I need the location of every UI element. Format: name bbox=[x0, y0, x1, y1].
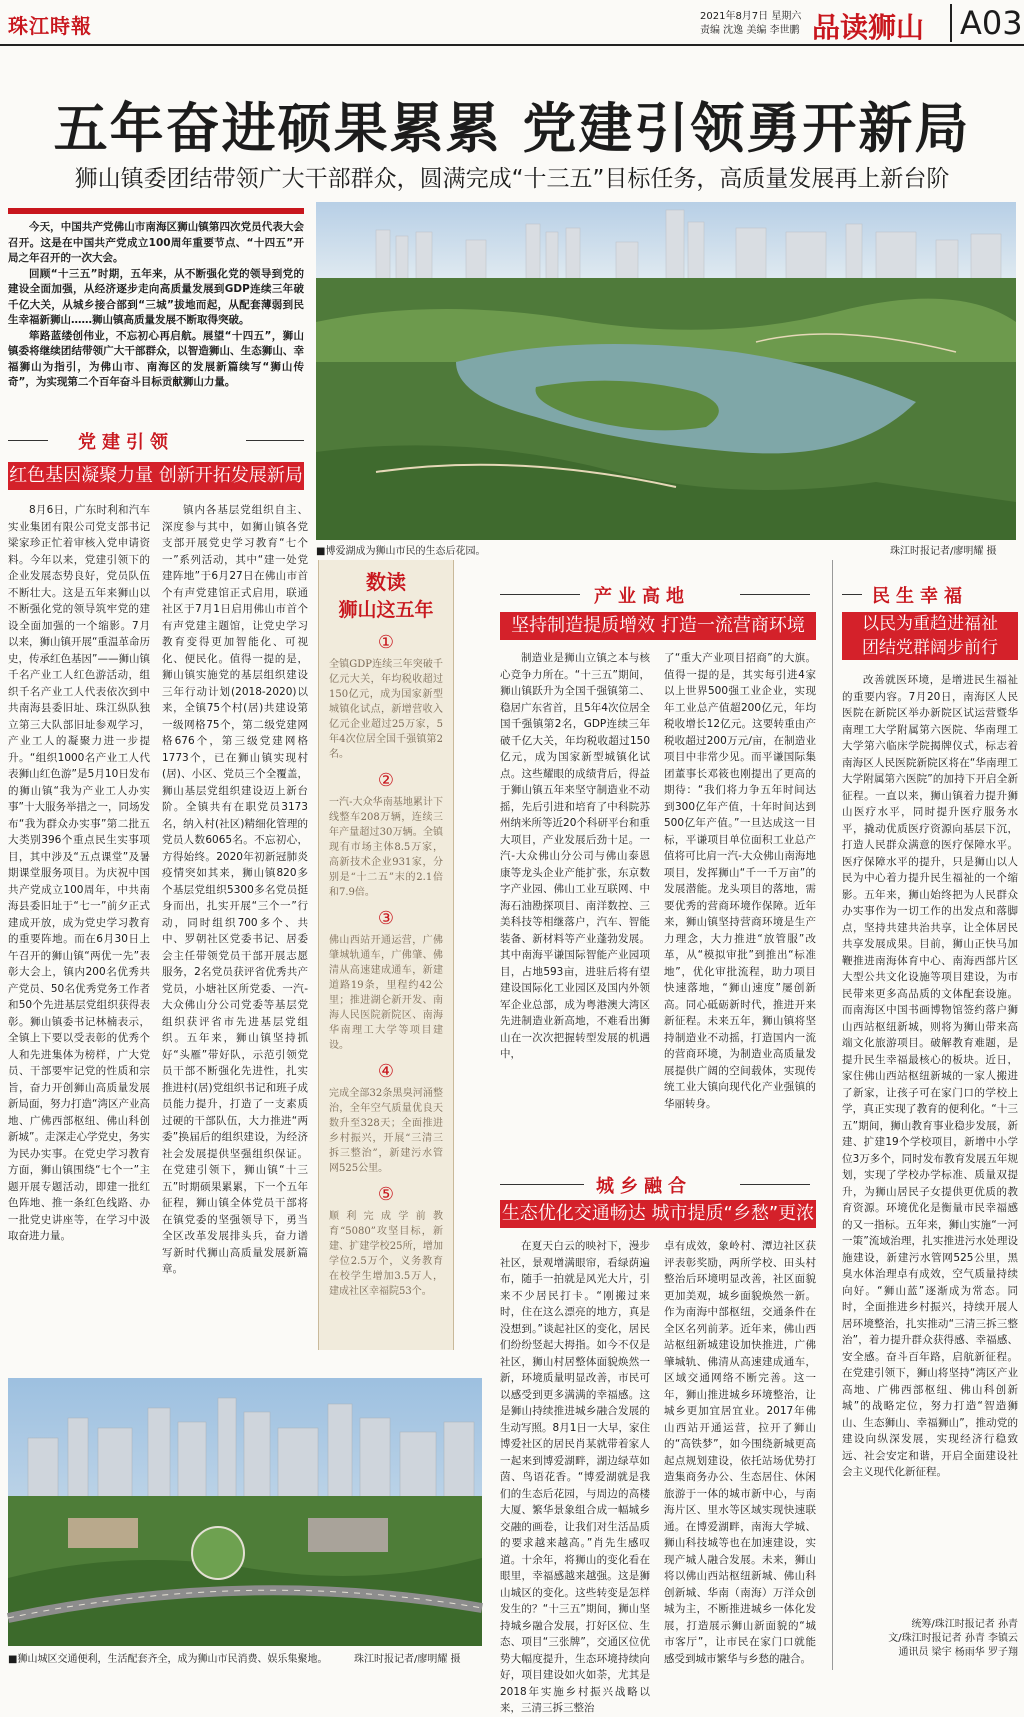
section-tag-minsheng: 民生幸福 bbox=[872, 586, 968, 607]
fact-item-text: 一汽-大众华南基地累计下线整车208万辆，连续三年产量超过30万辆。全镇现有市场主体8.5万家，高新技术企业931家，分别是“十二五”末的2.1倍和7.9倍。 bbox=[329, 797, 443, 898]
chengxiang-column-1: 在夏天白云的映衬下，漫步社区，景观增满眼帘，看绿荫遍布，随手一拍就是风光大片，引来不少居民打卡。“刚搬过来时，住在这么漂亮的地方，真是没想到。”谈起社区的变化，居民们纷纷竖起大拇指。如今不仅是社区，狮山村居整体面貌焕然一新，环境质量明显改善，市民可以感受到更多满满的幸福感。这是狮山持续推进城乡融合发展的生动写照。8月1日一大早，家住博爱社区的居民肖某就带着家人一起来到博爱湖畔，湖边绿草如茵、鸟语花香。“博爱湖就是我们的生态后花园，与周边的高楼大厦、繁华景象组合成一幅城乡交融的画卷，让我们对生活品质的要求越来越高。”肖先生感叹道。十余年，将狮山的变化看在眼里，幸福感越来越强。这是狮山城区的变化。这些转变是怎样发生的？“十三五”期间，狮山坚持城乡融合发展，打好区位、生态、项目“三张牌”，交通区位优势大幅度提升，生态环境持续向好，项目建设如火如荼，尤其是2018年实施乡村振兴战略以来，三清三拆三整治 bbox=[500, 1240, 650, 1714]
issue-date: 2021年8月7日 星期六 bbox=[700, 11, 802, 22]
fact-item-number: ① bbox=[377, 632, 395, 653]
photo-city-district bbox=[8, 1378, 482, 1646]
section-name: 品读狮山 bbox=[812, 11, 925, 44]
fact-item-number: ④ bbox=[377, 1061, 395, 1082]
fact-item-text: 全镇GDP连续三年突破千亿元大关，年均税收超过150亿元，成为国家新型城镇化试点，新增营收入亿元企业超过25万家，5年4次位居全国千强镇第2名。 bbox=[329, 659, 443, 760]
banner-chanye: 坚持制造提质增效 打造一流营商环境 bbox=[500, 612, 816, 640]
fact-item-text: 顺利完成学前教育“5080”攻坚目标，新建、扩建学校25所，增加学位2.5万个，义务教育在校学生增加3.5万人，建成社区幸福院53个。 bbox=[329, 1211, 443, 1297]
chanye-column-2: 了“重大产业项目招商”的大旗。值得一提的是，其实每引进4家以上世界500强工业企业，实现年工业总产值超200亿元，年均税收增长12亿元。这要转重由产税收超过200万元/亩，在制造业项目中非常少见。而平谦国际集团董事长邓筱也刚提出了更高的期待：“我们将力争五年时间达到300亿年产值，十年时间达到500亿年产值。”一旦达成这一目标，平谦项目单位面积工业总产值将可比肩一汽-大众佛山南海地项目，发挥狮山“千一千万亩”的发展潜能。龙头项目的落地，需要优秀的营商环境作保障。近年来，狮山镇坚持营商环境是生产力理念，大力推进“放管服”改革，从“模拟审批”到推出“标准地”，优化审批流程，助力项目快速落地，“狮山速度”屡创新高。同心砥砺新时代，推进开来新征程。未来五年，狮山镇将坚持制造业不动摇，打造国内一流的营商环境，为制造业高质量发展提供广阔的空间载体，实现传统工业大镇向现代化产业强镇的华丽转身。 bbox=[664, 652, 816, 1110]
dateline bbox=[700, 10, 801, 38]
page-number: A03 bbox=[950, 4, 1023, 42]
tag-rule-right bbox=[246, 440, 304, 441]
photo-caption-city: ■狮山城区交通便利，生活配套齐全，成为狮山市民消费、娱乐集聚地。 bbox=[8, 1654, 328, 1665]
section-tag-chengxiang: 城乡融合 bbox=[596, 1176, 692, 1197]
intro-top-bar bbox=[8, 208, 304, 214]
fact-item bbox=[319, 770, 453, 900]
intro-paragraph-3: 筚路蓝缕创伟业，不忘初心再启航。展望“十四五”，狮山镇委将继续团结带领广大干部群众，以智造狮山、生态狮山、幸福狮山为指引，为佛山市、南海区的发展新篇续写“狮山传奇”，为实现第二个百年奋斗目标贡献狮山力量。 bbox=[8, 329, 304, 388]
tag-rule-right bbox=[740, 1184, 810, 1185]
fact-item-number: ② bbox=[377, 770, 395, 791]
fact-item-text: 佛山西站开通运营，广佛肇城轨通车，广佛肇、佛清从高速建成通车，新建道路19条，里程约42公里；推进湖仑新开发、南海人民医院新院区、南海华南理工大学等项目建设。 bbox=[329, 935, 443, 1051]
fact-item bbox=[319, 1184, 453, 1299]
chengxiang-column-2: 卓有成效，象岭村、潭边社区获评表彰奖励，两所学校、田头村整治后环境明显改善，社区面貌更加美观，城乡面貌焕然一新。作为南海中部枢纽，交通条件在全区名列前茅。近年来，佛山西站枢纽新城建设加快推进，广佛肇城轨、佛清从高速建成通车，区域交通网络不断完善。这一年，狮山推进城乡环境整治，让城乡更加宜居宜业。2017年佛山西站开通运营，拉开了狮山的“高铁梦”，如今围绕新城更高起点规划建设，依托站场优势打造集商务办公、生态居住、休闲旅游于一体的城市新中心，与南海片区、里水等区域实现快速联通。在博爱湖畔，南海大学城、狮山科技城等也在加速建设，实现产城人融合发展。未来，狮山将以佛山西站枢纽新城、佛山科创新城、华南（南海）万洋众创城为主，不断推进城乡一体化发展，打造展示狮山新面貌的“城市客厅”，让市民在家门口就能感受到城市繁华与乡愁的融合。 bbox=[664, 1240, 816, 1665]
photo-credit-boai-lake: 珠江时报记者/廖明耀 摄 bbox=[890, 546, 997, 557]
photo-city-district-image bbox=[8, 1378, 482, 1646]
editors-credit: 责编 沈逸 美编 李世鹏 bbox=[700, 25, 800, 36]
intro-block bbox=[8, 220, 304, 400]
fact-box bbox=[318, 560, 454, 1350]
fact-item bbox=[319, 908, 453, 1053]
photo-boai-lake-image bbox=[316, 202, 1016, 540]
tag-rule-left bbox=[842, 594, 862, 595]
tag-rule-left bbox=[8, 440, 48, 441]
fact-item bbox=[319, 632, 453, 762]
fact-item-number: ⑤ bbox=[377, 1184, 395, 1205]
intro-paragraph-1: 今天，中国共产党佛山市南海区狮山镇第四次党员代表大会召开。这是在中国共产党成立100周年重要节点、“十四五”开局之年召开的一次大会。 bbox=[8, 221, 304, 264]
dangjian-column-1: 8月6日，广东时利和汽车实业集团有限公司党支部书记梁家珍正忙着审核入党申请资料。今年以来，党建引领下的企业发展态势良好，党员队伍不断壮大。这是五年来狮山以不断强化党的领导筑牢党的建设全面加强的一个缩影。7月以来，狮山镇开展“重温革命历史，传承红色基因”——狮山镇千名产业工人红色游活动，组织千名产业工人代表依次到中共南海县委旧址、珠江纵队独立第三大队部旧址参观学习，产业工人的凝聚力进一步提升。“组织1000名产业工人代表狮山红色游”是5月10日发布的狮山镇“我为产业工人办实事”十大服务举措之一，同场发布“我为群众办实事”第二批五大类别396个重点民生实事项目，其中涉及“五点课堂”及暑期课堂服务项目。为庆祝中国共产党成立100周年，中共南海县委旧址于“七一”前夕正式建成开放，成为党史学习教育的重要阵地。而在6月30日上午召开的狮山镇“两优一先”表彰大会上，镇内200名优秀共产党员、50名优秀党务工作者和50个先进基层党组织获得表彰。狮山镇委书记林楠表示，全镇上下要以受表彰的优秀个人和先进集体为榜样，广大党员、干部要牢记党的性质和宗旨，奋力开创狮山高质量发展新局面，努力打造“湾区产业高地、广佛西部枢纽、佛山科创新城”。走深走心学党史，务实为民办实事。在党史学习教育方面，狮山镇围绕“七个一”主题开展专题活动，即建一批红色阵地、推一条红色线路、办一批党史讲座等，在学习中汲取奋进力量。 bbox=[8, 504, 150, 1242]
fact-box-subtitle: 狮山这五年 bbox=[338, 599, 434, 621]
banner-minsheng-line-1: 以民为重趋进福祉 bbox=[862, 614, 998, 634]
section-tag-dangjian: 党建引领 bbox=[78, 432, 174, 453]
chanye-column-1: 制造业是狮山立镇之本与核心竞争力所在。“十三五”期间，狮山镇跃升为全国千强镇第二、稳居广东省首，且5年4次位居全国千强镇第2名，GDP连续三年破千亿大关，年均税收超过150亿元，成为国家新型城镇化试点。这些耀眼的成绩背后，得益于狮山镇五年来坚守制造业不动摇，先后引进和培育了中科院苏州纳米所等近20个科研平台和重大项目，产业发展后劲十足。一汽-大众佛山分公司与佛山泰恩康等龙头企业产能扩张，东京数字产业园、佛山工业互联网、中海石油勘探项目、南洋数控、三美科技等相继落户，汽车、智能装备、新材料等产业蓬勃发展。其中南海平谦国际智能产业园项目，占地593亩，进驻后将有望建设国际化工业园区及国内外领军企业总部，成为粤港澳大湾区先进制造业新高地，不难看出狮山在一次次把握转型发展的机遇中， bbox=[500, 652, 650, 1060]
tag-rule-left bbox=[500, 594, 580, 595]
minsheng-column: 改善就医环境，是增进民生福祉的重要内容。7月20日，南海区人民医院在新院区举办新院区试运营暨华南理工大学附属第六医院、华南理工大学第六临床学院揭牌仪式，标志着南海区人民医院新院区将在“华南理工大学附属第六医院”的加持下开启全新征程。一直以来，狮山镇着力提升狮山医疗水平，同时提升医疗服务水平，撬动优质医疗资源向基层下沉，打造人民群众满意的医疗保障水平。医疗保障水平的提升，只是狮山以人民为中心着力提升民生福祉的一个缩影。五年来，狮山始终把为人民群众办实事作为一切工作的出发点和落脚点，坚持共建共治共享，让全体居民共享发展成果。目前，狮山正快马加鞭推进南海体育中心、南海西部片区大型公共文化设施等项目建设，为市民带来更多高品质的文体配套设施。而南海区中国书画博物馆签约落户狮山西站枢纽新城，则将为狮山带来高端文化旅游项目。破解教育难题，是提升民生幸福最核心的板块。近日，家住佛山西站枢纽新城的一家人搬进了新家，让孩子可在家门口的学校上学，真正实现了教育的便利化。“十三五”期间，狮山教育事业稳步发展，新建、扩建19个学校项目，新增中小学位3万多个，同时发布教育发展五年规划，实现了学校办学标准、质量双提升，为狮山居民子女提供更优质的教育资源。环境优化是衡量市民幸福感的又一指标。五年来，狮山实施“一河一策”流域治理，扎实推进污水处理设施建设，新建污水管网525公里，黑臭水体治理卓有成效，空气质量持续向好。“狮山蓝”逐渐成为常态。同时，全面推进乡村振兴，持续开展人居环境整治，扎实推动“三清三拆三整治”，着力提升群众获得感、幸福感、安全感。奋斗百年路，启航新征程。在党建引领下，狮山将坚持“湾区产业高地、广佛西部枢纽、佛山科创新城”的战略定位，努力打造“智造狮山、生态狮山、幸福狮山”，推动党的建设向纵深发展，实现经济行稳致远、社会安定和谐，开启全面建设社会主义现代化新征程。 bbox=[842, 674, 1018, 1478]
subheadline: 狮山镇委团结带领广大干部群众，圆满完成“十三五”目标任务，高质量发展再上新台阶 bbox=[74, 166, 950, 192]
fact-item bbox=[319, 1061, 453, 1176]
photo-credit-city: 珠江时报记者/廖明耀 摄 bbox=[354, 1654, 461, 1665]
banner-minsheng-line-2: 团结党群阔步前行 bbox=[862, 638, 998, 658]
tag-rule-right bbox=[740, 594, 810, 595]
section-tag-chanye: 产业高地 bbox=[594, 586, 690, 607]
fact-item-number: ③ bbox=[377, 908, 395, 929]
dangjian-column-2: 镇内各基层党组织自主、深度参与其中，如狮山镇各党支部开展党史学习教育“七个一”系列活动，其中“建一处党建阵地”于6月27日在佛山市首个有声党建馆正式启用，联通社区于7月1日启用佛山市首个有声党建主题馆，让党史学习教育变得更加智能化、可视化、便民化。值得一提的是，狮山镇实施党的基层组织建设三年行动计划(2018-2020)以来，全镇75个村(居)共建设第一级网格75个，第二级党建网格676个，第三级党建网格1773个，已在狮山镇实现村(居)、小区、党员三个全覆盖，狮山基层党组织建设迈上新台阶。全镇共有在职党员3173名，纳入村(社区)精细化管理的党员人数6065名。不忘初心，方得始终。2020年初新冠肺炎疫情突如其来，狮山镇820多个基层党组织5300多名党员挺身而出，扎实开展“三个一”行动，同时组织700多个、共中、罗朝社区党委书记、居委会主任带领党员干部开展志愿服务，2名党员获评省优秀共产党员，小塘社区所党委、一汽-大众佛山分公司党委等基层党组织获评省市先进基层党组织。五年来，狮山镇坚持抓好“头雁”带好队，示范引领党员干部不断强化先进性，扎实推进村(居)党组织书记和班子成员能力提升，打造了一支素质过硬的干部队伍，大力推进“两委”换届后的组织建设，为经济社会发展提供坚强组织保证。在党建引领下，狮山镇“十三五”时期硕果累累，下一个五年征程，狮山镇全体党员干部将在镇党委的坚强领导下，勇当全区改革发展排头兵，奋力谱写新时代狮山高质量发展新篇章。 bbox=[162, 504, 308, 1275]
photo-caption-boai-lake: ■博爱湖成为狮山市民的生态后花园。 bbox=[316, 546, 486, 557]
banner-chengxiang: 生态优化交通畅达 城市提质“乡愁”更浓 bbox=[500, 1200, 816, 1228]
tag-rule-left bbox=[500, 1184, 584, 1185]
fact-item-text: 完成全部32条黑臭河涌整治，全年空气质量优良天数升至328天；全面推进乡村振兴，开展“三清三拆三整治”，新建污水管网525公里。 bbox=[329, 1088, 443, 1174]
banner-dangjian: 红色基因凝聚力量 创新开拓发展新局 bbox=[8, 462, 304, 490]
headline: 五年奋进硕果累累 党建引领勇开新局 bbox=[53, 97, 971, 160]
photo-boai-lake bbox=[316, 202, 1016, 540]
column-divider bbox=[832, 560, 833, 1670]
fact-box-title: 数读 bbox=[366, 570, 406, 594]
banner-minsheng bbox=[842, 612, 1018, 660]
top-rule bbox=[0, 44, 1024, 46]
newspaper-logo: 珠江時報 bbox=[8, 14, 92, 38]
byline: 统筹/珠江时报记者 孙青 文/珠江时报记者 孙青 李镇云 通讯员 梁宇 杨雨华 罗子翔 bbox=[888, 1619, 1018, 1658]
intro-paragraph-2: 回顾“十三五”时期，五年来，从不断强化党的领导到党的建设全面加强，从经济逐步走向高质量发展到GDP连续三年破千亿大关，从城乡接合部到“三城”拔地而起，从配套薄弱到民生幸福新狮山……狮山镇高质量发展不断取得突破。 bbox=[8, 267, 304, 326]
